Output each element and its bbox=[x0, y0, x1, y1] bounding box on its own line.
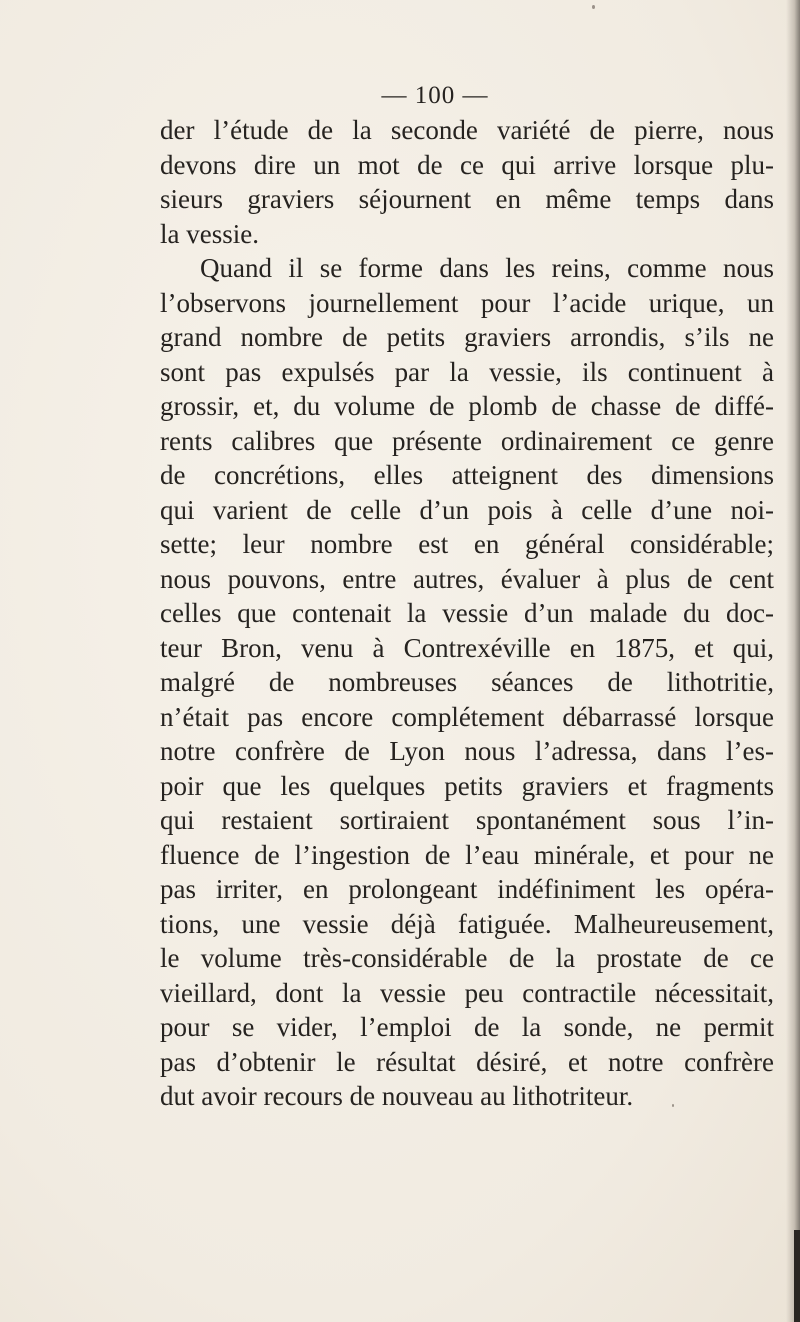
text-line: la vessie. bbox=[160, 218, 259, 249]
text-line: de concrétions, elles atteignent des dimensions bbox=[160, 460, 774, 490]
text-line: sieurs graviers séjournent en même temps dans bbox=[160, 184, 774, 214]
text-line: tions, une vessie déjà fatiguée. Malheureusement, bbox=[160, 908, 774, 939]
text-line: teur Bron, venu à Contrexéville en 1875, et qui, bbox=[160, 632, 774, 663]
text-line: qui varient de celle d’un pois à celle d’une noi- bbox=[160, 494, 774, 525]
text-line: pour se vider, l’emploi de la sonde, ne permit bbox=[160, 1012, 774, 1042]
text-line: der l’étude de la seconde variété de pierre, nous bbox=[160, 115, 774, 145]
text-line: le volume très-considérable de la prostate de ce bbox=[160, 943, 774, 973]
text-line: rents calibres que présente ordinairement ce genre bbox=[160, 425, 774, 456]
text-line: celles que contenait la vessie d’un malade du doc- bbox=[160, 598, 774, 628]
body-text bbox=[160, 113, 774, 1114]
page-number: — 100 — bbox=[381, 82, 489, 109]
text-line: grand nombre de petits graviers arrondis, s’ils ne bbox=[160, 322, 774, 352]
text-line: poir que les quelques petits graviers et fragments bbox=[160, 770, 774, 801]
text-line: n’était pas encore complétement débarrassé lorsque bbox=[160, 701, 774, 732]
paper-speck bbox=[592, 5, 595, 9]
text-line: sont pas expulsés par la vessie, ils continuent à bbox=[160, 356, 774, 387]
page-edge-shadow bbox=[786, 0, 800, 1322]
text-line: notre confrère de Lyon nous l’adressa, dans l’es- bbox=[160, 736, 774, 766]
text-line: fluence de l’ingestion de l’eau minérale, et pour ne bbox=[160, 839, 774, 870]
text-line: pas d’obtenir le résultat désiré, et notre confrère bbox=[160, 1046, 774, 1077]
text-line: grossir, et, du volume de plomb de chasse de diffé- bbox=[160, 391, 774, 421]
text-line: malgré de nombreuses séances de lithotritie, bbox=[160, 667, 774, 697]
text-line: l’observons journellement pour l’acide urique, un bbox=[160, 287, 774, 318]
text-line: sette; leur nombre est en général considérable; bbox=[160, 529, 774, 559]
text-line: dut avoir recours de nouveau au lithotriteur. bbox=[160, 1081, 634, 1111]
text-line: nous pouvons, entre autres, évaluer à plus de cent bbox=[160, 563, 774, 594]
text-line: devons dire un mot de ce qui arrive lorsque plu- bbox=[160, 149, 774, 180]
text-line: vieillard, dont la vessie peu contractile nécessitait, bbox=[160, 977, 774, 1008]
text-line: Quand il se forme dans les reins, comme nous bbox=[200, 253, 774, 283]
text-line: pas irriter, en prolongeant indéfiniment les opéra- bbox=[160, 874, 774, 904]
page-edge-dark bbox=[794, 1230, 800, 1322]
text-line: qui restaient sortiraient spontanément sous l’in- bbox=[160, 805, 774, 835]
